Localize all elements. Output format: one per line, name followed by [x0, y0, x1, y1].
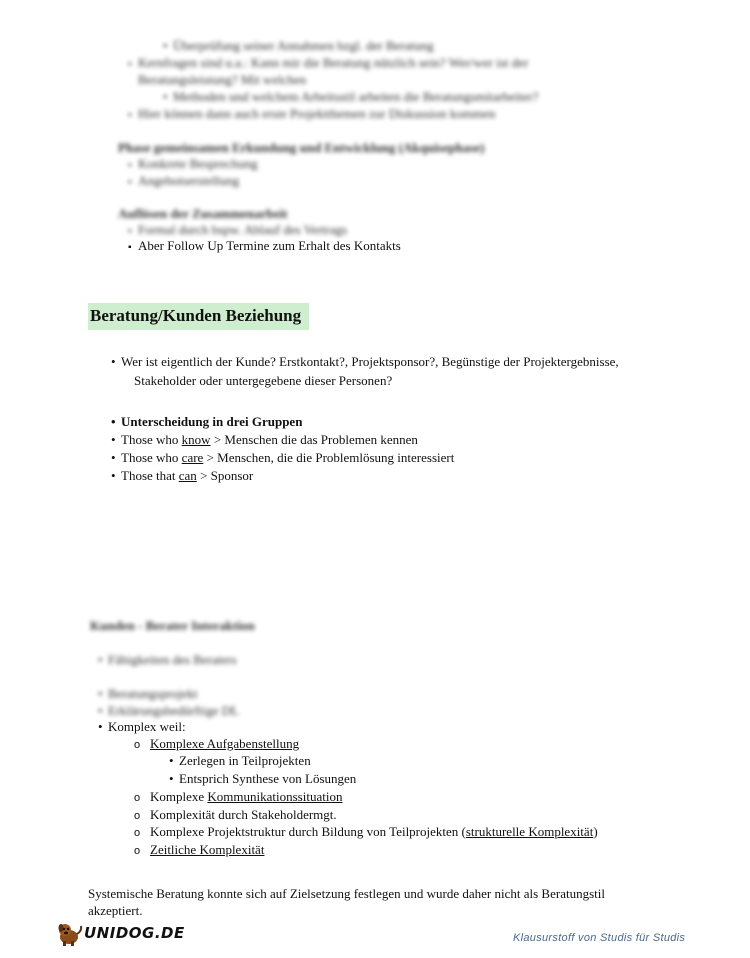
complex-item [134, 824, 598, 840]
group-prefix: Those who [121, 432, 182, 447]
complex-item-text: Zeitliche Komplexität [150, 842, 265, 857]
complex-item-text: Komplexität durch Stakeholdermgt. [150, 807, 337, 822]
complex-title [98, 719, 186, 735]
blurred-heading: Auflösen der Zusammenarbeit [118, 206, 288, 221]
blurred-heading: Kunden - Berater Interaktion [90, 618, 255, 633]
question-line-2 [134, 373, 392, 389]
question-text: Wer ist eigentlich der Kunde? Erstkontakt?, Projektsponsor?, Begünstige der Projektergebnisse, [121, 354, 619, 369]
blurred-text: Konkrete Besprechung [138, 156, 258, 171]
question-text-cont: Stakeholder oder untergegebene dieser Personen? [134, 373, 393, 388]
complex-item-text: Komplexe Projektstruktur durch Bildung von Teilprojekten ( [150, 824, 466, 839]
blurred-text: Methoden und welchem Arbeitsstil arbeiten die Beratungsmitarbeiter? [173, 89, 539, 104]
blurred-line [98, 686, 198, 702]
group-item-know [111, 432, 418, 448]
group-desc: > Menschen, die die Problemlösung interessiert [203, 450, 455, 465]
complex-subitem-text: Entsprich Synthese von Lösungen [179, 771, 357, 786]
closing-line-1: Systemische Beratung konnte sich auf Zielsetzung festlegen und wurde daher nicht als Beratungstil [88, 886, 605, 901]
blurred-line [98, 703, 239, 719]
blurred-text: Formal durch bspw. Ablauf des Vertrags [138, 222, 348, 237]
blurred-text: Beratungsprojekt [108, 686, 198, 701]
blurred-text: Fähigkeiten des Beraters [108, 652, 237, 667]
closing-line-2: akzeptiert. [88, 903, 143, 918]
complex-item-text: ) [593, 824, 598, 839]
group-prefix: Those that [121, 468, 179, 483]
complex-item [134, 807, 337, 823]
complex-title-text: Komplex weil: [108, 719, 186, 734]
complex-item-text: Komplexe Aufgabenstellung [150, 736, 300, 751]
complex-item-text: Komplexe [150, 789, 208, 804]
complex-subitem [169, 753, 311, 769]
group-keyword: care [181, 450, 204, 465]
complex-item [134, 736, 299, 752]
group-keyword: know [181, 432, 211, 447]
groups-title [111, 414, 302, 430]
group-item-can [111, 468, 253, 484]
blurred-text: Erklärungsbedürftige DL [108, 703, 240, 718]
complex-subitem [169, 771, 356, 787]
footer-tagline: Klausurstoff von Studis für Studis [513, 932, 686, 944]
dog-mascot-icon [56, 920, 84, 948]
blurred-heading: Phase gemeinsamen Erkundung und Entwicklung (Akquisephase) [118, 140, 485, 155]
complex-item [134, 789, 342, 805]
complex-item-underlined: strukturelle Komplexität [465, 824, 594, 839]
blurred-text: Überprüfung seiner Annahmen bzgl. der Beratung [173, 38, 434, 53]
complex-item [134, 842, 264, 858]
blurred-text: Hier können dann auch erste Projektthemen zur Diskussion kommen [138, 106, 496, 121]
follow-up-text: Aber Follow Up Termine zum Erhalt des Kontakts [138, 238, 401, 253]
group-desc: > Sponsor [196, 468, 254, 483]
question-line-1 [111, 354, 619, 370]
blurred-line [128, 106, 495, 122]
blurred-line [163, 89, 538, 105]
blurred-text: Angebotserstellung [138, 173, 240, 188]
blurred-line [128, 173, 239, 189]
group-desc: > Menschen die das Problemen kennen [210, 432, 418, 447]
blurred-text: Kernfragen sind u.a.: Kann mir die Beratung nützlich sein? Wer/wer ist der [138, 55, 529, 70]
group-item-care [111, 450, 454, 466]
complex-item-underlined: Kommunikationssituation [207, 789, 343, 804]
section-heading: Beratung/Kunden Beziehung [90, 306, 302, 325]
blurred-line [128, 156, 258, 172]
blurred-line [163, 38, 434, 54]
complex-subitem-text: Zerlegen in Teilprojekten [179, 753, 311, 768]
blurred-text: Beratungsleistung? Mit welchen [138, 72, 307, 87]
follow-up-item [128, 238, 401, 254]
groups-title-text: Unterscheidung in drei Gruppen [121, 414, 303, 429]
group-prefix: Those who [121, 450, 182, 465]
blurred-line [98, 652, 237, 668]
logo-text: UNIDOG.DE [84, 924, 185, 942]
blurred-line [138, 72, 306, 88]
unidog-logo [56, 920, 185, 948]
blurred-line [128, 55, 528, 71]
group-keyword: can [178, 468, 197, 483]
blurred-line [128, 222, 347, 238]
